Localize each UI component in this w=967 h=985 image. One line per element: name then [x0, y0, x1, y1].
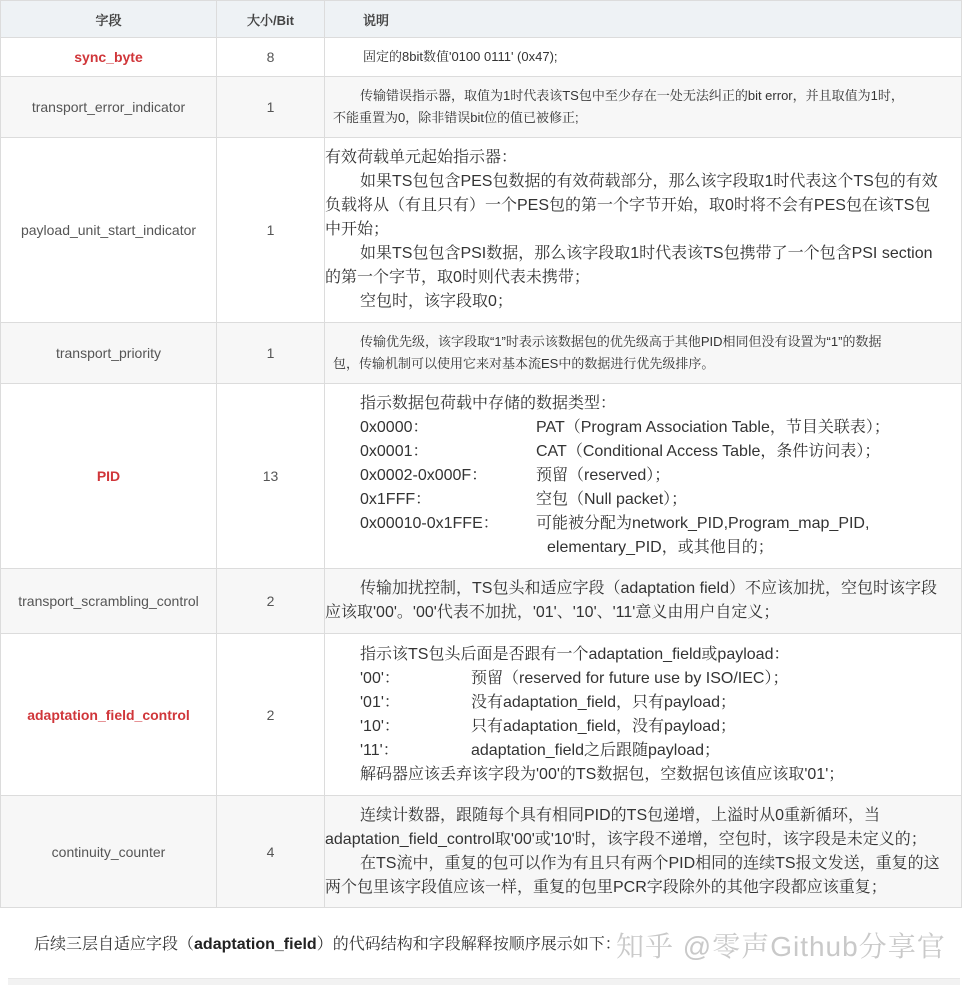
pid-value-row [325, 416, 961, 440]
pid-value-meaning: 可能被分配为network_PID,Program_map_PID, [536, 515, 870, 532]
field-description [325, 38, 962, 77]
field-name: adaptation_field_control [1, 634, 217, 796]
pid-value-row [325, 512, 961, 536]
pid-value-row [325, 440, 961, 464]
pid-value-key: 0x0000： [360, 419, 429, 436]
footer-text-prefix: 后续三层自适应字段（ [34, 936, 195, 953]
description-line: 空包时，该字段取0； [360, 293, 513, 310]
field-name: transport_error_indicator [1, 77, 217, 138]
table-row [1, 569, 962, 634]
field-description [325, 77, 962, 138]
description-line: 传输错误指示器，取值为1时代表该TS包中至少存在一处无法纠正的bit error，并且取值为1时， [360, 88, 904, 103]
afc-value-row [325, 739, 961, 763]
field-description [325, 634, 962, 796]
afc-value-key: '10'： [360, 717, 400, 735]
pid-value-key: 0x1FFF： [360, 491, 432, 508]
field-name: sync_byte [1, 38, 217, 77]
description-line: 固定的8bit数值'0100 0111' (0x47); [363, 49, 558, 64]
description-line: 不能重置为0，除非错误bit位的值已被修正; [333, 110, 579, 125]
pid-value-meaning: PAT（Program Association Table，节目关联表）； [536, 419, 890, 436]
afc-value-meaning: 没有adaptation_field，只有payload； [471, 693, 737, 711]
pid-value-continuation: elementary_PID，或其他目的； [547, 539, 774, 556]
field-description [325, 323, 962, 384]
field-description [325, 138, 962, 323]
table-row [1, 138, 962, 323]
pid-value-key: 0x0001： [360, 443, 429, 460]
description-line: 如果TS包包含PES包数据的有效荷载部分，那么该字段取1时代表这个TS包的有效 [360, 173, 938, 190]
description-line: 在TS流中，重复的包可以作为有且只有两个PID相同的连续TS报文发送，重复的这 [360, 854, 940, 872]
field-size: 1 [217, 138, 325, 323]
table-row [1, 796, 962, 908]
field-size: 2 [217, 634, 325, 796]
header-field: 字段 [1, 1, 217, 38]
afc-value-key: '01'： [360, 693, 400, 711]
description-line: 如果TS包包含PSI数据，那么该字段取1时代表该TS包携带了一个包含PSI section [360, 245, 933, 262]
header-description: 说明 [325, 1, 962, 38]
afc-value-row [325, 667, 961, 691]
field-name: continuity_counter [1, 796, 217, 908]
field-size: 8 [217, 38, 325, 77]
table-row [1, 384, 962, 569]
table-row [1, 323, 962, 384]
afc-value-meaning: 只有adaptation_field，没有payload； [471, 717, 737, 735]
footer-text-bold: adaptation_field [194, 936, 317, 953]
table-row [1, 77, 962, 138]
header-size: 大小/Bit [217, 1, 325, 38]
table-row [1, 634, 962, 796]
description-line: 包，传输机制可以使用它来对基本流ES中的数据进行优先级排序。 [333, 356, 715, 371]
field-size: 1 [217, 77, 325, 138]
field-size: 2 [217, 569, 325, 634]
field-description [325, 796, 962, 908]
pid-value-row [325, 488, 961, 512]
description-line: adaptation_field_control取'00'或'10'时，该字段不递增，空包时，该字段是未定义的； [325, 830, 927, 848]
description-line: 传输优先级，该字段取“1”时表示该数据包的优先级高于其他PID相同但没有设置为“1”的数据 [360, 334, 882, 349]
pid-value-meaning: 空包（Null packet）； [536, 491, 688, 508]
description-title: 指示数据包荷载中存储的数据类型： [360, 395, 617, 412]
pid-value-meaning: 预留（reserved）； [536, 467, 671, 484]
pid-value-row [325, 464, 961, 488]
footer-paragraph [34, 931, 621, 954]
field-description [325, 569, 962, 634]
table-header-row [1, 1, 962, 38]
afc-value-meaning: 预留（reserved for future use by ISO/IEC）； [471, 669, 789, 687]
description-footer: 解码器应该丢弃该字段为'00'的TS数据包，空数据包该值应该取'01'； [360, 765, 845, 783]
footer-text-suffix: ）的代码结构和字段解释按顺序展示如下： [316, 936, 621, 953]
field-name: PID [1, 384, 217, 569]
afc-value-row [325, 691, 961, 715]
afc-value-key: '00'： [360, 669, 400, 687]
pid-value-key: 0x00010-0x1FFE： [360, 515, 499, 532]
table-row [1, 38, 962, 77]
zhihu-watermark: 知乎 @零声Github分享官 [616, 931, 946, 962]
afc-value-meaning: adaptation_field之后跟随payload； [471, 741, 721, 759]
field-size: 13 [217, 384, 325, 569]
field-size: 4 [217, 796, 325, 908]
description-title: 指示该TS包头后面是否跟有一个adaptation_field或payload： [360, 645, 790, 663]
description-line: 有效荷载单元起始指示器： [325, 149, 518, 166]
description-line: 传输加扰控制，TS包头和适应字段（adaptation field）不应该加扰，空包时该字段 [360, 580, 937, 597]
pid-value-meaning: CAT（Conditional Access Table，条件访问表）； [536, 443, 881, 460]
description-line: 负载将从（有且只有）一个PES包的第一个字节开始，取0时将不会有PES包在该TS包 [325, 197, 931, 214]
afc-value-key: '11'： [360, 741, 399, 759]
field-name: transport_priority [1, 323, 217, 384]
field-description [325, 384, 962, 569]
description-line: 应该取'00'。'00'代表不加扰，'01'、'10'、'11'意义由用户自定义； [325, 604, 780, 621]
pid-value-key: 0x0002-0x000F： [360, 467, 488, 484]
description-line: 的第一个字节，取0时则代表未携带； [325, 269, 590, 286]
description-line: 连续计数器，跟随每个具有相同PID的TS包递增，上溢时从0重新循环，当 [360, 806, 881, 824]
description-line: 两个包里该字段值应该一样，重复的包里PCR字段除外的其他字段都应该重复； [325, 878, 887, 896]
field-name: transport_scrambling_control [1, 569, 217, 634]
description-line: 中开始； [325, 221, 390, 238]
field-size: 1 [217, 323, 325, 384]
field-name: payload_unit_start_indicator [1, 138, 217, 323]
afc-value-row [325, 715, 961, 739]
